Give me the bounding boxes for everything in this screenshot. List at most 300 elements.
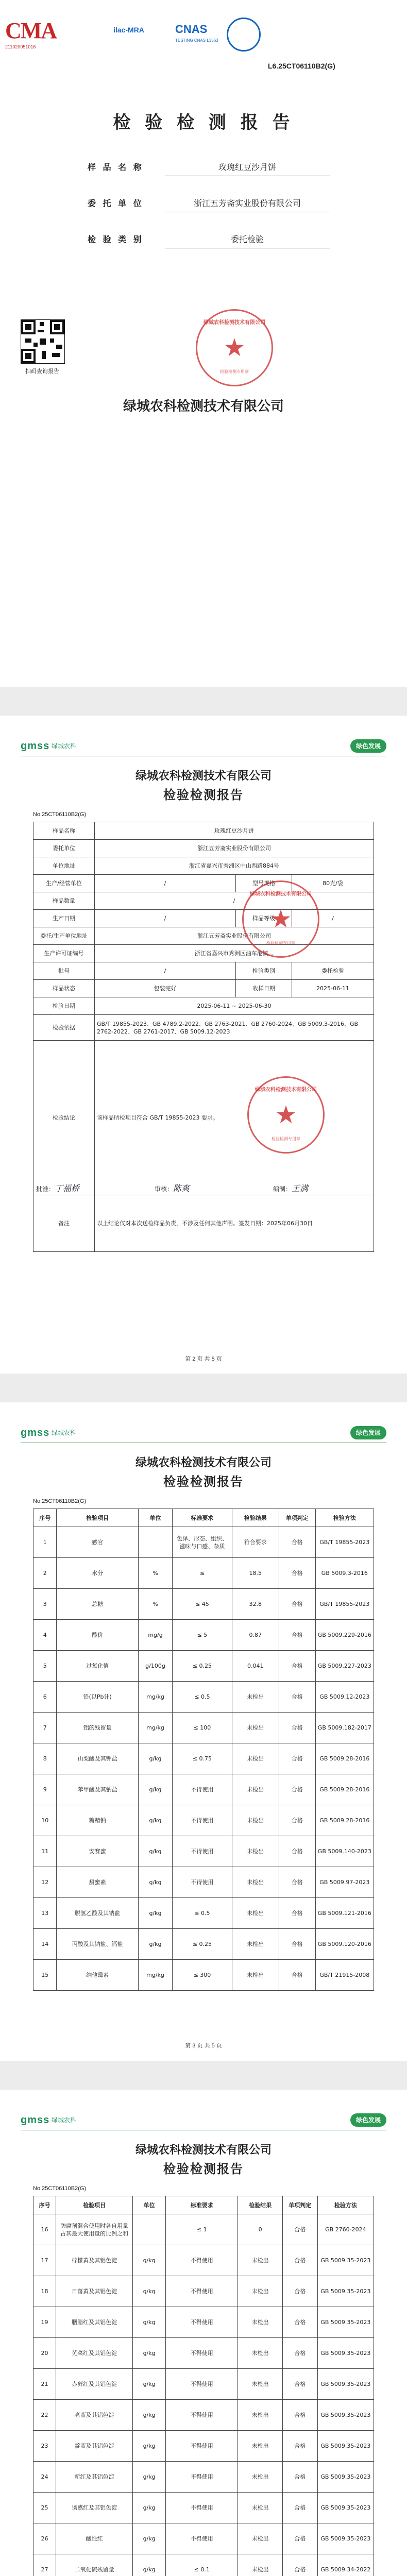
table-cell: 17 bbox=[33, 2245, 56, 2276]
table-cell: g/kg bbox=[133, 2554, 166, 2576]
table-cell: 不得使用 bbox=[166, 2245, 238, 2276]
table-cell: 合格 bbox=[282, 2400, 317, 2431]
table-cell: 2 bbox=[33, 1558, 57, 1589]
signature: 丁福桥 bbox=[55, 1183, 80, 1193]
table-row bbox=[33, 1805, 374, 1836]
table-cell: GB 5009.35-2023 bbox=[317, 2462, 374, 2493]
column-header: 检验项目 bbox=[57, 1509, 139, 1527]
table-cell: % bbox=[138, 1558, 172, 1589]
summary-label: 生产许可证编号 bbox=[33, 945, 95, 962]
table-cell: GB 5009.120-2016 bbox=[315, 1929, 374, 1960]
column-header: 单项判定 bbox=[279, 1509, 315, 1527]
summary-label: 检验日期 bbox=[33, 997, 95, 1015]
table-cell: 山梨酸及其钾盐 bbox=[57, 1743, 139, 1774]
page-header bbox=[21, 2110, 386, 2131]
table-cell: GB 5009.35-2023 bbox=[317, 2523, 374, 2554]
table-cell bbox=[133, 2214, 166, 2245]
table-cell: GB 5009.35-2023 bbox=[317, 2493, 374, 2523]
table-cell: g/kg bbox=[138, 1898, 172, 1929]
summary-label: 检验依据 bbox=[33, 1015, 95, 1041]
table-row bbox=[33, 1929, 374, 1960]
table-cell: 合格 bbox=[279, 1620, 315, 1651]
table-cell: 未检出 bbox=[238, 2307, 282, 2338]
stamp-name: 绿城农科检测技术有限公司 bbox=[250, 891, 312, 897]
cover-row-label: 样 品 名 称 bbox=[88, 162, 144, 172]
table-cell: GB 2760-2024 bbox=[317, 2214, 374, 2245]
table-cell: 未检出 bbox=[238, 2523, 282, 2554]
summary-label: 生产/经营单位 bbox=[33, 875, 95, 892]
table-row bbox=[33, 1589, 374, 1620]
table-cell: GB/T 19855-2023 bbox=[315, 1527, 374, 1558]
sign-label: 批准： bbox=[36, 1185, 55, 1193]
table-cell: 8 bbox=[33, 1743, 57, 1774]
table-cell: 15 bbox=[33, 1960, 57, 1991]
cover-cert-no: L6.25CT06110B2(G) bbox=[268, 62, 335, 70]
table-cell: GB 5009.28-2016 bbox=[315, 1805, 374, 1836]
table-cell: g/kg bbox=[138, 1805, 172, 1836]
table-cell: 铅(以Pb计) bbox=[57, 1682, 139, 1713]
table-row bbox=[33, 1867, 374, 1898]
table-cell: 未检出 bbox=[238, 2400, 282, 2431]
stamp-name: 绿城农科检测技术有限公司 bbox=[204, 320, 265, 326]
summary-value: 以上结论仅对本次送检样品负责，不涉及任何其他声明。签发日期：2025年06月30日 bbox=[95, 1195, 374, 1252]
table-cell: GB 5009.35-2023 bbox=[317, 2338, 374, 2369]
stamp-name: 绿城农科检测技术有限公司 bbox=[255, 1087, 317, 1093]
column-header: 标准要求 bbox=[173, 1509, 232, 1527]
table-cell: 4 bbox=[33, 1620, 57, 1651]
table-cell: 丙酸及其钠盐、钙盐 bbox=[57, 1929, 139, 1960]
table-cell: g/kg bbox=[133, 2493, 166, 2523]
table-cell: 未检出 bbox=[238, 2431, 282, 2462]
summary-value: / bbox=[95, 892, 374, 910]
summary-label: 委托/生产单位地址 bbox=[33, 927, 95, 945]
stamp-no: 检验检测专用章 bbox=[220, 369, 249, 374]
table-cell: 不得使用 bbox=[166, 2431, 238, 2462]
summary-label: 生产日期 bbox=[33, 910, 95, 927]
table-cell: 3 bbox=[33, 1589, 57, 1620]
table-cell: g/kg bbox=[138, 1836, 172, 1867]
cover-row-sample bbox=[88, 155, 335, 177]
table-cell: 12 bbox=[33, 1867, 57, 1898]
table-row bbox=[33, 1527, 374, 1558]
table-cell: 未检出 bbox=[238, 2276, 282, 2307]
stamp-no: 检验检测专用章 bbox=[266, 941, 295, 945]
page-separator bbox=[0, 2061, 407, 2090]
table-cell: 16 bbox=[33, 2214, 56, 2245]
qr-caption: 扫码查询报告 bbox=[25, 368, 59, 375]
header-badge: 绿色发展 bbox=[350, 2113, 386, 2127]
table-row bbox=[33, 1960, 374, 1991]
sign-approve bbox=[36, 1182, 79, 1194]
table-cell: 甜蜜素 bbox=[57, 1867, 139, 1898]
summary-label: 样品数量 bbox=[33, 892, 95, 910]
table-cell: GB 5009.35-2023 bbox=[317, 2245, 374, 2276]
table-cell: 色泽、形态、组织、滋味与口感、杂质 bbox=[173, 1527, 232, 1558]
table-row bbox=[33, 2245, 374, 2276]
table-cell: 合格 bbox=[282, 2523, 317, 2554]
sign-review bbox=[155, 1182, 190, 1194]
table-cell: ≤ 1 bbox=[166, 2214, 238, 2245]
table-cell: 合格 bbox=[282, 2554, 317, 2576]
table-cell: 不得使用 bbox=[173, 1836, 232, 1867]
table-cell: 不得使用 bbox=[166, 2338, 238, 2369]
table-cell: 未检出 bbox=[238, 2245, 282, 2276]
table-row bbox=[33, 1774, 374, 1805]
table-cell: 胭脂红及其铝色淀 bbox=[56, 2307, 133, 2338]
cover-row-client bbox=[88, 191, 335, 213]
summary-value: / bbox=[292, 910, 374, 927]
table-cell: 21 bbox=[33, 2369, 56, 2400]
table-cell: mg/kg bbox=[138, 1960, 172, 1991]
summary-value: / bbox=[95, 962, 236, 980]
table-cell: 靛蓝及其铝色淀 bbox=[56, 2431, 133, 2462]
table-cell: 26 bbox=[33, 2523, 56, 2554]
summary-value: 包装完好 bbox=[95, 980, 236, 997]
table-cell: GB 5009.35-2023 bbox=[317, 2276, 374, 2307]
table-cell: 水分 bbox=[57, 1558, 139, 1589]
summary-value: 浙江五芳斋实业股份有限公司 bbox=[95, 927, 374, 945]
table-row bbox=[33, 2493, 374, 2523]
results-table bbox=[33, 1509, 374, 1991]
table-cell: 不得使用 bbox=[166, 2462, 238, 2493]
table-cell: 未检出 bbox=[232, 1743, 279, 1774]
table-cell: 合格 bbox=[279, 1805, 315, 1836]
table-cell: ≤ bbox=[173, 1558, 232, 1589]
table-cell: 二氧化硫残留量 bbox=[56, 2554, 133, 2576]
page-header bbox=[21, 1423, 386, 1444]
table-cell: 合格 bbox=[279, 1589, 315, 1620]
table-cell: 合格 bbox=[279, 1836, 315, 1867]
table-cell: ≤ 0.5 bbox=[173, 1898, 232, 1929]
table-cell: 铝的残留量 bbox=[57, 1713, 139, 1743]
table-cell: 合格 bbox=[279, 1867, 315, 1898]
table-row bbox=[33, 2554, 374, 2576]
summary-label: 型号规格 bbox=[236, 875, 292, 892]
table-cell: g/kg bbox=[133, 2276, 166, 2307]
summary-value: / bbox=[95, 875, 236, 892]
summary-value: 浙江省嘉兴市秀洲区油车港镇... bbox=[95, 945, 374, 962]
cma-number: 211020051016 bbox=[5, 44, 36, 49]
report-title: 检验检测报告 bbox=[163, 787, 244, 802]
summary-label: 样品名称 bbox=[33, 822, 95, 840]
table-row bbox=[33, 2523, 374, 2554]
table-cell: 合格 bbox=[282, 2245, 317, 2276]
summary-row bbox=[33, 927, 374, 945]
table-cell: ≤ 5 bbox=[173, 1620, 232, 1651]
table-cell: 脱氢乙酸及其钠盐 bbox=[57, 1898, 139, 1929]
column-header: 标准要求 bbox=[166, 2196, 238, 2214]
table-cell: 未检出 bbox=[232, 1805, 279, 1836]
column-header: 单位 bbox=[138, 1509, 172, 1527]
table-cell: GB 5009.34-2022 bbox=[317, 2554, 374, 2576]
table-cell: mg/g bbox=[138, 1620, 172, 1651]
summary-label: 批号 bbox=[33, 962, 95, 980]
table-cell: 未检出 bbox=[232, 1774, 279, 1805]
table-cell: % bbox=[138, 1589, 172, 1620]
cover-stamp bbox=[196, 309, 273, 386]
table-cell: 24 bbox=[33, 2462, 56, 2493]
table-cell: 合格 bbox=[282, 2276, 317, 2307]
table-cell: g/kg bbox=[133, 2245, 166, 2276]
table-cell: g/100g bbox=[138, 1651, 172, 1682]
table-cell: 9 bbox=[33, 1774, 57, 1805]
column-header: 检验结果 bbox=[232, 1509, 279, 1527]
table-cell: GB 5009.140-2023 bbox=[315, 1836, 374, 1867]
table-cell: 苋菜红及其铝色淀 bbox=[56, 2338, 133, 2369]
table-cell: 新红及其铝色淀 bbox=[56, 2462, 133, 2493]
table-cell: 10 bbox=[33, 1805, 57, 1836]
table-cell: 符合要求 bbox=[232, 1527, 279, 1558]
table-cell: GB 5009.229-2016 bbox=[315, 1620, 374, 1651]
table-cell: 未检出 bbox=[232, 1713, 279, 1743]
summary-value: 浙江五芳斋实业股份有限公司 bbox=[95, 840, 374, 857]
table-cell: g/kg bbox=[133, 2400, 166, 2431]
table-cell: g/kg bbox=[138, 1743, 172, 1774]
table-cell: 合格 bbox=[279, 1527, 315, 1558]
table-cell: 感官 bbox=[57, 1527, 139, 1558]
cover-row-value: 委托检验 bbox=[165, 233, 330, 248]
stamp-star-icon: ★ bbox=[275, 1100, 297, 1129]
cover-logo-strip bbox=[5, 8, 402, 70]
table-cell bbox=[138, 1527, 172, 1558]
table-cell: 14 bbox=[33, 1929, 57, 1960]
table-row bbox=[33, 1836, 374, 1867]
table-row bbox=[33, 2276, 374, 2307]
table-cell: mg/kg bbox=[138, 1682, 172, 1713]
table-header-row bbox=[33, 1509, 374, 1527]
table-cell: 未检出 bbox=[238, 2462, 282, 2493]
table-cell: 合格 bbox=[279, 1898, 315, 1929]
summary-value: 80克/袋 bbox=[292, 875, 374, 892]
table-cell: 13 bbox=[33, 1898, 57, 1929]
report-title: 检验检测报告 bbox=[163, 1474, 244, 1489]
table-cell: 不得使用 bbox=[166, 2493, 238, 2523]
table-row bbox=[33, 2400, 374, 2431]
table-cell: 23 bbox=[33, 2431, 56, 2462]
table-cell: 0 bbox=[238, 2214, 282, 2245]
summary-value: 该样品所检项目符合 GB/T 19855-2023 要求。 bbox=[95, 1041, 374, 1195]
table-cell: GB 5009.97-2023 bbox=[315, 1867, 374, 1898]
table-cell: GB 5009.28-2016 bbox=[315, 1774, 374, 1805]
table-cell: ≤ 45 bbox=[173, 1589, 232, 1620]
table-cell: 合格 bbox=[282, 2338, 317, 2369]
table-cell: GB 5009.12-2023 bbox=[315, 1682, 374, 1713]
table-cell: 20 bbox=[33, 2338, 56, 2369]
company-name: 绿城农科检测技术有限公司 bbox=[135, 769, 272, 783]
table-cell: 0.041 bbox=[232, 1651, 279, 1682]
table-cell: 合格 bbox=[282, 2462, 317, 2493]
summary-row bbox=[33, 1195, 374, 1252]
page-footer: 第 3 页 共 5 页 bbox=[185, 2043, 222, 2049]
table-cell: 未检出 bbox=[232, 1960, 279, 1991]
table-cell: 未检出 bbox=[232, 1929, 279, 1960]
summary-row bbox=[33, 962, 374, 980]
table-cell: g/kg bbox=[133, 2369, 166, 2400]
page-separator bbox=[0, 687, 407, 716]
table-cell: 不得使用 bbox=[166, 2523, 238, 2554]
column-header: 检验结果 bbox=[238, 2196, 282, 2214]
table-cell: g/kg bbox=[133, 2523, 166, 2554]
table-row bbox=[33, 1898, 374, 1929]
cover-title: 检 验 检 测 报 告 bbox=[113, 112, 294, 133]
table-cell: 11 bbox=[33, 1836, 57, 1867]
summary-row bbox=[33, 857, 374, 875]
table-cell: 合格 bbox=[282, 2431, 317, 2462]
table-cell: 诱惑红及其铝色淀 bbox=[56, 2493, 133, 2523]
report-title: 检验检测报告 bbox=[163, 2161, 244, 2176]
brand-logo: gmss bbox=[21, 1427, 50, 1438]
summary-row bbox=[33, 1015, 374, 1041]
summary-row bbox=[33, 945, 374, 962]
table-cell: 合格 bbox=[279, 1558, 315, 1589]
results-page-2 bbox=[0, 2090, 407, 2576]
qr-code[interactable] bbox=[21, 319, 65, 364]
table-cell: 7 bbox=[33, 1713, 57, 1743]
cover-row-label: 委 托 单 位 bbox=[88, 198, 144, 208]
table-cell: 32.8 bbox=[232, 1589, 279, 1620]
table-cell: 合格 bbox=[279, 1929, 315, 1960]
cover-company: 绿城农科检测技术有限公司 bbox=[123, 399, 284, 414]
table-cell: 19 bbox=[33, 2307, 56, 2338]
summary-stamp bbox=[242, 880, 319, 958]
table-cell: g/kg bbox=[138, 1929, 172, 1960]
brand-sub: 绿城农科 bbox=[52, 742, 77, 750]
table-cell: 未检出 bbox=[232, 1867, 279, 1898]
summary-value: 2025-06-11 bbox=[292, 980, 374, 997]
table-cell: 酸价 bbox=[57, 1620, 139, 1651]
table-cell: 安赛蜜 bbox=[57, 1836, 139, 1867]
table-cell: 未检出 bbox=[232, 1898, 279, 1929]
table-cell: 总糖 bbox=[57, 1589, 139, 1620]
table-row bbox=[33, 2431, 374, 2462]
page-separator bbox=[0, 1374, 407, 1402]
table-cell: 5 bbox=[33, 1651, 57, 1682]
table-cell: 不得使用 bbox=[166, 2276, 238, 2307]
report-number: No.25CT06110B2(G) bbox=[33, 811, 87, 818]
table-cell: GB/T 21915-2008 bbox=[315, 1960, 374, 1991]
ilac-logo: ilac-MRA bbox=[113, 26, 144, 34]
table-cell: GB/T 19855-2023 bbox=[315, 1589, 374, 1620]
sign-label: 审核： bbox=[155, 1185, 174, 1193]
sign-make bbox=[273, 1182, 308, 1194]
table-cell: ≤ 100 bbox=[173, 1713, 232, 1743]
table-cell: g/kg bbox=[138, 1774, 172, 1805]
summary-value: 浙江省嘉兴市秀洲区中山西路884号 bbox=[95, 857, 374, 875]
table-cell: 合格 bbox=[279, 1651, 315, 1682]
table-cell: GB 5009.35-2023 bbox=[317, 2431, 374, 2462]
report-number: No.25CT06110B2(G) bbox=[33, 1498, 87, 1504]
table-cell: 未检出 bbox=[232, 1836, 279, 1867]
table-cell: 不得使用 bbox=[173, 1774, 232, 1805]
table-cell: g/kg bbox=[133, 2307, 166, 2338]
table-cell: 0.87 bbox=[232, 1620, 279, 1651]
table-cell: 赤藓红及其铝色淀 bbox=[56, 2369, 133, 2400]
table-cell: 27 bbox=[33, 2554, 56, 2576]
column-header: 检验方法 bbox=[317, 2196, 374, 2214]
table-cell: 苯甲酸及其钠盐 bbox=[57, 1774, 139, 1805]
table-cell: 未检出 bbox=[238, 2554, 282, 2576]
table-header-row bbox=[33, 2196, 374, 2214]
table-cell: 合格 bbox=[279, 1682, 315, 1713]
table-cell: 合格 bbox=[282, 2369, 317, 2400]
table-cell: 糖精钠 bbox=[57, 1805, 139, 1836]
table-row bbox=[33, 1651, 374, 1682]
brand-logo: gmss bbox=[21, 2114, 50, 2126]
table-cell: 纳他霉素 bbox=[57, 1960, 139, 1991]
cma-logo: CMA 211020051016 bbox=[5, 18, 62, 54]
company-name: 绿城农科检测技术有限公司 bbox=[135, 2143, 272, 2157]
table-cell: g/kg bbox=[133, 2462, 166, 2493]
page-header bbox=[21, 736, 386, 757]
table-cell: 18 bbox=[33, 2276, 56, 2307]
summary-label: 检验结论 bbox=[33, 1041, 95, 1195]
table-row bbox=[33, 1682, 374, 1713]
table-cell: 未检出 bbox=[232, 1682, 279, 1713]
table-cell: 过氧化值 bbox=[57, 1651, 139, 1682]
summary-label: 备注 bbox=[33, 1195, 95, 1252]
header-badge: 绿色发展 bbox=[350, 739, 386, 753]
table-cell: 酸性红 bbox=[56, 2523, 133, 2554]
table-cell: ≤ 0.1 bbox=[166, 2554, 238, 2576]
table-row bbox=[33, 2369, 374, 2400]
table-cell: 不得使用 bbox=[173, 1867, 232, 1898]
header-badge: 绿色发展 bbox=[350, 1426, 386, 1439]
table-row bbox=[33, 1620, 374, 1651]
cover-row-value: 浙江五芳斋实业股份有限公司 bbox=[165, 197, 330, 212]
summary-row bbox=[33, 822, 374, 840]
table-cell: ≤ 0.25 bbox=[173, 1929, 232, 1960]
results-table bbox=[33, 2196, 374, 2576]
brand-sub: 绿城农科 bbox=[52, 1429, 77, 1436]
table-cell: g/kg bbox=[138, 1867, 172, 1898]
cover-row-value: 玫瑰红豆沙月饼 bbox=[165, 161, 330, 176]
table-cell: GB 5009.35-2023 bbox=[317, 2369, 374, 2400]
table-cell: 合格 bbox=[279, 1960, 315, 1991]
summary-label: 样品状态 bbox=[33, 980, 95, 997]
summary-value: / bbox=[95, 910, 236, 927]
table-cell: 合格 bbox=[279, 1743, 315, 1774]
table-cell: 防腐剂混合使用时各自用量占其最大使用量的比例之和 bbox=[56, 2214, 133, 2245]
cnas-logo: CNAS bbox=[175, 23, 208, 36]
table-cell: GB 5009.35-2023 bbox=[317, 2400, 374, 2431]
summary-label: 样品等级 bbox=[236, 910, 292, 927]
column-header: 检验方法 bbox=[315, 1509, 374, 1527]
table-cell: 未检出 bbox=[238, 2369, 282, 2400]
sign-label: 编制： bbox=[273, 1185, 292, 1193]
report-number: No.25CT06110B2(G) bbox=[33, 2185, 87, 2192]
table-cell: 合格 bbox=[282, 2214, 317, 2245]
brand-sub: 绿城农科 bbox=[52, 2116, 77, 2124]
conclusion-stamp bbox=[247, 1076, 325, 1154]
table-cell: ≤ 0.25 bbox=[173, 1651, 232, 1682]
column-header: 检验项目 bbox=[56, 2196, 133, 2214]
table-cell: 合格 bbox=[282, 2493, 317, 2523]
table-cell: g/kg bbox=[133, 2431, 166, 2462]
summary-page bbox=[0, 716, 407, 1374]
summary-value: GB/T 19855-2023、GB 4789.2-2022、GB 2763-2021、GB 2760-2024、GB 5009.3-2016、GB 2762-2022、GB 2761-2017、GB 5009.12-2023 bbox=[95, 1015, 374, 1041]
table-cell: g/kg bbox=[133, 2338, 166, 2369]
summary-row bbox=[33, 997, 374, 1015]
table-cell: 22 bbox=[33, 2400, 56, 2431]
summary-value: 2025-06-11 ~ 2025-06-30 bbox=[95, 997, 374, 1015]
table-cell: 18.5 bbox=[232, 1558, 279, 1589]
table-cell: 亮蓝及其铝色淀 bbox=[56, 2400, 133, 2431]
summary-label: 委托单位 bbox=[33, 840, 95, 857]
summary-table bbox=[33, 822, 374, 1252]
table-cell: GB 5009.28-2016 bbox=[315, 1743, 374, 1774]
table-row bbox=[33, 2338, 374, 2369]
summary-row bbox=[33, 980, 374, 997]
